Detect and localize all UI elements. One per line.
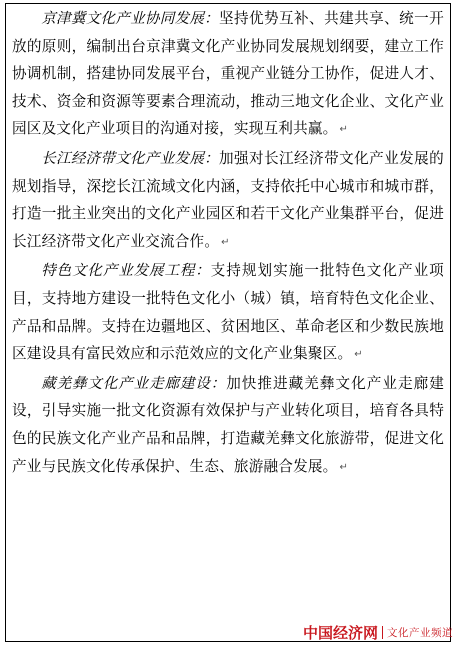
watermark-brand: 中国经济网 [302,623,378,642]
paragraph-special-culture [12,257,444,369]
document-body [12,5,444,482]
paragraph-mark-icon: ↵ [354,349,363,361]
paragraph-mark-icon: ↵ [221,236,230,248]
paragraph-text: 坚持优势互补、共建共享、统一开放的原则，编制出台京津冀文化产业协同发展规划纲要，建立工作协调机制，搭建协同发展平台，重视产业链分工协作，促进人才、技术、资金和资源等要素合理流动，推动三地文化企业、文化产业园区及文化产业项目的沟通对接，实现互利共赢。 [12,10,444,138]
paragraph-text: 加强对长江经济带文化产业发展的规划指导，深挖长江流域文化内涵，支持依托中心城市和城市群，打造一批主业突出的文化产业园区和若干文化产业集群平台，促进长江经济带文化产业交流合作。 [12,149,444,250]
paragraph-yangtze [12,145,444,257]
paragraph-jingjinji [12,5,444,145]
watermark-divider [382,626,383,639]
paragraph-corridor [12,370,444,482]
paragraph-text: 加快推进藏羌彝文化产业走廊建设，引导实施一批文化资源有效保护与产业转化项目，培育各具特色的民族文化产业产品和品牌，打造藏羌彝文化旅游带，促进文化产业与民族文化传承保护、生态、旅游融合发展。 [12,374,444,475]
paragraph-heading: 藏羌彝文化产业走廊建设： [41,374,227,392]
paragraph-mark-icon: ↵ [339,461,349,473]
paragraph-heading: 长江经济带文化产业发展： [41,149,219,167]
paragraph-heading: 特色文化产业发展工程： [41,262,211,280]
paragraph-mark-icon: ↵ [339,124,349,136]
site-watermark [303,622,453,642]
paragraph-text: 支持规划实施一批特色文化产业项目，支持地方建设一批特色文化小（城）镇，培育特色文化企业、产品和品牌。支持在边疆地区、贫困地区、革命老区和少数民族地区建设具有富民效应和示范效应的文化产业集聚区。 [12,262,444,363]
paragraph-heading: 京津冀文化产业协同发展： [41,10,219,27]
watermark-channel: 文化产业频道 [387,626,453,639]
